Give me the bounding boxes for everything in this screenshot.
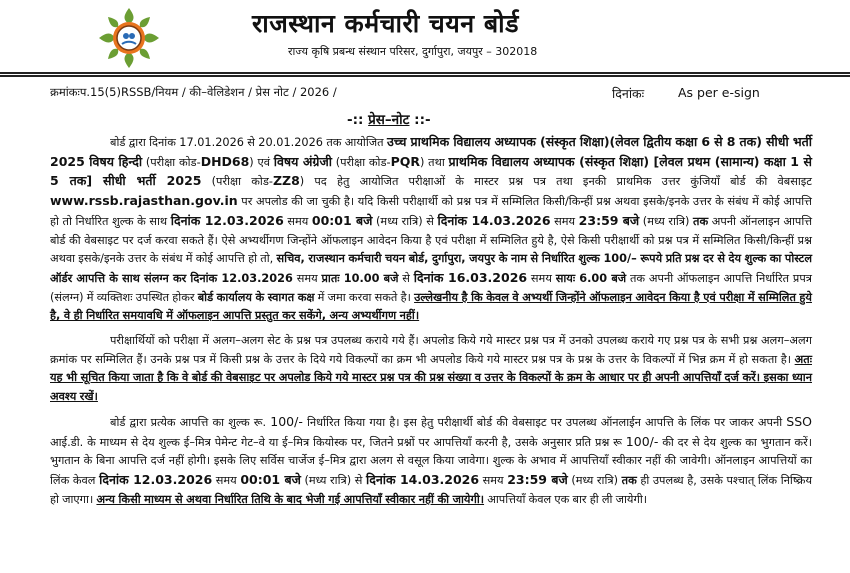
paragraph-objection-schedule — [50, 133, 812, 326]
press-note-title: प्रेस–नोट — [368, 112, 410, 128]
text-segment: समय — [212, 473, 241, 487]
link-end-time: 23:59 बजे — [507, 471, 568, 487]
paragraph-fee-details — [50, 413, 812, 510]
text-segment: ) तथा — [420, 155, 449, 169]
offline-end-date: दिनांक 16.03.2026 — [413, 269, 528, 285]
online-end-date: दिनांक 14.03.2026 — [437, 212, 551, 228]
text-segment-bold: तक — [693, 214, 709, 228]
text-segment: (परीक्षा कोड- — [201, 175, 273, 189]
reference-number: क्रमांकःप.15(5)RSSB/नियम / की–वेलिडेशन / प्रेस नोट / 2026 / — [50, 85, 337, 99]
text-segment: में जमा करवा सकते है। — [314, 290, 415, 304]
link-start-date: दिनांक 12.03.2026 — [99, 471, 213, 487]
sso-label: SSO — [786, 413, 812, 429]
text-segment: आई.डी. के माध्यम से देय शुल्क ई–मित्र पेमेन्ट गेट–वे या ई–मित्र कियोस्क पर, जितने प्रश्नों पर आपत्तियाँ करनी है, उसके अनुसार प्रति प्रश्न रू — [50, 435, 626, 449]
text-segment-bold: तक — [621, 473, 637, 487]
text-segment: निर्धारित किया गया है। इस हेतु परीक्षार्थी बोर्ड की वेबसाइट पर उपलब्ध ऑनलाईन आपत्ति के लिंक पर जाकर अपनी — [302, 415, 787, 429]
text-segment: अपनी ऑनलाइन आपत्ति बोर्ड की वेबसाइट पर दर्ज करवा सकते हैं। ऐसे अभ्यर्थीगण जिन्होंने ऑफलाइन आवेदन किया है एवं परीक्षा में सम्मिलित हुये है, ऐसे किसी परीक्षार्थी को प्रश्न पत्र में सम्मिलित किसी/किन्हीं प्रश्न अथवा इसके/इनके उत्तर के संबंध में कोई आपत्ति हो तो, — [50, 214, 813, 266]
text-segment: समय — [550, 214, 579, 228]
link-end-date: दिनांक 14.03.2026 — [365, 471, 480, 487]
text-segment: ही उपलब्ध है, उसके पश्चात् लिंक निष्क्रिय हो जाएगा। — [50, 473, 813, 506]
heading-right-ornament: ::- — [409, 112, 431, 128]
heading-left-ornament: -:: — [347, 112, 369, 128]
online-start-date: दिनांक 12.03.2026 — [170, 212, 284, 228]
online-end-time: 23:59 बजे — [578, 212, 640, 228]
exam-name-upper-primary: उच्च प्राथमिक विद्यालय अध्यापक (संस्कृत शिक्षा)(लेवल द्वितीय कक्षा 6 से 8 तक) सीधी भर्ती 2025 विषय हिन्दी — [50, 134, 812, 169]
fee-amount: 100/- — [270, 413, 303, 429]
subject-english: विषय अंग्रेजी — [273, 153, 332, 169]
link-start-time: 00:01 बजे — [240, 471, 301, 487]
text-segment: समय — [283, 214, 312, 228]
fee-amount-per-question: 100/- — [625, 433, 659, 449]
reception-room: बोर्ड कार्यालय के स्वागत कक्ष — [197, 290, 315, 304]
exam-code-zz8: ZZ8 — [272, 173, 300, 189]
text-segment: बोर्ड द्वारा दिनांक 17.01.2026 से 20.01.2026 तक आयोजित — [110, 136, 387, 149]
date-label: दिनांकः — [612, 86, 645, 101]
text-segment: समय — [479, 473, 508, 487]
header-divider-second — [0, 75, 850, 77]
offline-end-time: सायः 6.00 बजे — [555, 271, 627, 285]
text-segment: समय — [292, 271, 322, 285]
online-start-time: 00:01 बजे — [311, 212, 373, 228]
org-name: राजस्थान कर्मचारी चयन बोर्ड — [252, 9, 519, 38]
press-note-heading — [347, 110, 431, 128]
text-segment: समय — [527, 271, 556, 285]
offline-fee-instruction: सचिव, राजस्थान कर्मचारी चयन बोर्ड, दुर्गापुरा, जयपुर के नाम से निर्धारित शुल्क 100/– रूपये प्रति प्रश्न दर से देय शुल्क का पोस्टल ऑर्डर आपत्ति के साथ संलग्न कर दिनांक 12.03.2026 — [50, 252, 813, 285]
press-note-body — [50, 133, 812, 509]
text-segment: (मध्य रात्रि) से — [300, 473, 366, 487]
website-link[interactable]: www.rssb.rajasthan.gov.in — [50, 193, 238, 209]
text-segment: से — [398, 271, 414, 285]
date-value: As per e-sign — [678, 85, 760, 100]
offline-start-time: प्रातः 10.00 बजे — [321, 271, 399, 285]
text-segment: पर अपलोड की जा चुकी है। यदि किसी परीक्षार्थी को प्रश्न पत्र में सम्मिलित किसी/किन्हीं प्रश्न अथवा इसके/इनके उत्तर के संबंध में कोई आपत्ति हो तो निर्धारित शुल्क के साथ — [50, 195, 812, 228]
text-segment: आपत्तियाँ केवल एक बार ही ली जायेगी। — [484, 492, 648, 506]
rssb-emblem-icon — [97, 6, 161, 70]
org-address: राज्य कृषि प्रबन्ध संस्थान परिसर, दुर्गापुरा, जयपुर – 302018 — [288, 45, 538, 58]
exam-name-primary: प्राथमिक विद्यालय अध्यापक (संस्कृत शिक्षा) [लेवल प्रथम (सामान्य) कक्षा 1 से 5 तक] सीधी भर्ती 2025 — [50, 153, 812, 189]
other-medium-rejection-note: अन्य किसी माध्यम से अथवा निर्धारित तिथि के बाद भेजी गई आपत्तियाँ स्वीकार नहीं की जायेगी। — [96, 492, 485, 506]
offline-eligibility-note: उल्लेखनीय है कि केवल वे अभ्यर्थी जिन्होंने ऑफलाइन आवेदन किया है एवं परीक्षा में सम्मिलित हुये है, वे ही निर्धारित समयावधि में ऑफलाइन आपत्ति प्रस्तुत कर सकेंगे, अन्य अभ्यर्थीगण नहीं। — [50, 290, 812, 323]
text-segment: की दर से देय शुल्क का भुगतान करें। भुगतान के बिना आपत्ति दर्ज नहीं होगी। इसके लिए सर्विस चार्जेज ई–मित्र द्वारा अलग से वसूल किया जावेगा। शुल्क के अभाव में आपत्तियाँ स्वीकार नहीं की जावेगी। ऑनलाइन आपत्तियों का लिंक केवल — [50, 435, 812, 487]
text-segment: बोर्ड द्वारा प्रत्येक आपत्ति का शुल्क रू. — [110, 415, 271, 429]
text-segment: (मध्य रात्रि) — [639, 214, 694, 228]
text-segment: ) पद हेतु आयोजित परीक्षाओं के मास्टर प्रश्न पत्र तथा इनकी प्राथमिक उत्तर कुंजियाँ बोर्ड की वेबसाइट — [299, 175, 812, 189]
paragraph-question-sets — [50, 332, 812, 407]
exam-code-pqr: PQR — [390, 153, 421, 169]
master-paper-instruction: अतः यह भी सूचित किया जाता है कि वे बोर्ड की वेबसाइट पर अपलोड किये गये मास्टर प्रश्न पत्र की प्रश्न संख्या व उत्तर के विकल्पों के क्रम के आधार पर ही अपनी आपत्तियाँ दर्ज करें। इसका ध्यान अवश्य रखें। — [50, 352, 812, 404]
exam-code-dhd68: DHD68 — [200, 153, 250, 169]
text-segment: ) एवं — [249, 155, 274, 169]
text-segment: तक अपनी ऑफलाइन आपत्ति निर्धारित प्रपत्र (संलग्न) में व्यक्तिशः उपस्थित होकर — [50, 271, 812, 304]
text-segment: (परीक्षा कोड- — [142, 155, 201, 169]
text-segment: (परीक्षा कोड- — [332, 155, 391, 169]
text-segment: परीक्षार्थियों को परीक्षा में अलग–अलग सेट के प्रश्न पत्र उपलब्ध कराये गये हैं। अपलोड किये गये मास्टर प्रश्न पत्र में उनको उपलब्ध कराये गए प्रश्न पत्र के सभी प्रश्न अलग–अलग क्रमांक पर सम्मिलित हैं। उनके प्रश्न पत्र में किसी प्रश्न के उत्तर के दिये गये विकल्पों का क्रम भी अपलोड किये गये मास्टर प्रश्न पत्र के प्रश्न के उत्तर के विकल्पों में भिन्न क्रम में हो सकता है। — [50, 334, 812, 366]
text-segment: (मध्य रात्रि) से — [372, 214, 438, 228]
text-segment: (मध्य रात्रि) — [567, 473, 622, 487]
header-divider — [0, 72, 850, 74]
